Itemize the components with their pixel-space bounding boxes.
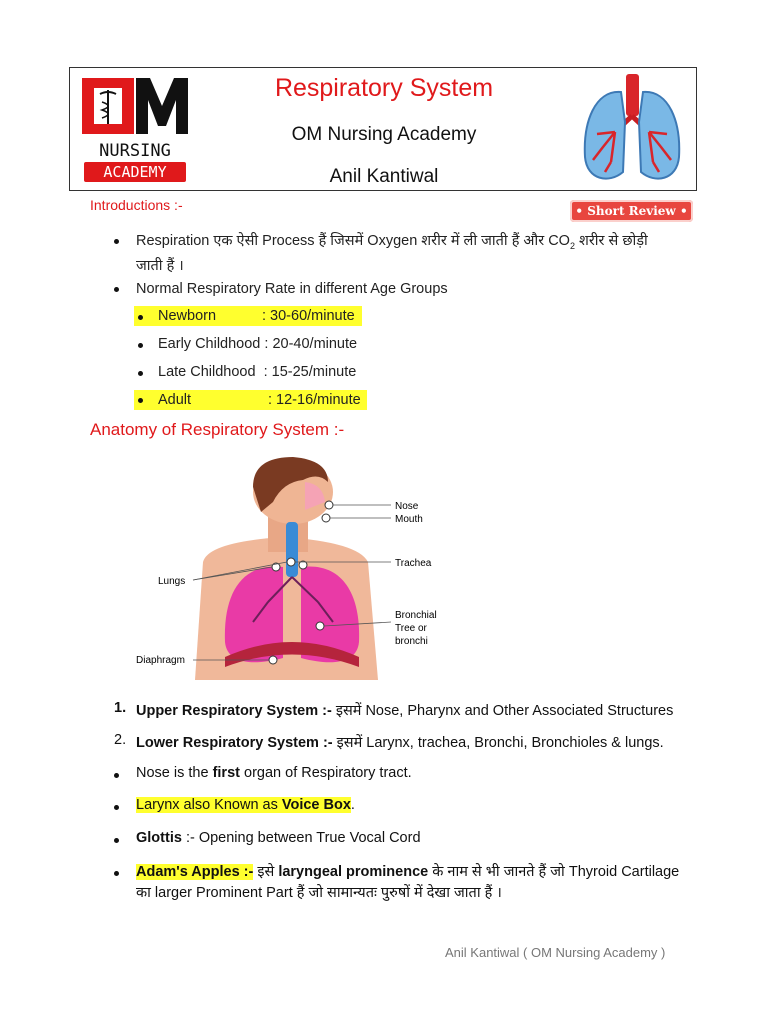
anatomy-heading: Anatomy of Respiratory System :- — [90, 420, 345, 439]
label-diaphragm: Diaphragm — [136, 655, 185, 666]
bullet-icon — [138, 371, 143, 376]
svg-text:ACADEMY: ACADEMY — [103, 163, 167, 181]
point-2-number: 2. — [114, 732, 127, 748]
respiratory-rate-heading: Normal Respiratory Rate in different Age Groups — [136, 281, 448, 297]
nose-point: Nose is the first organ of Respiratory tract. — [136, 765, 412, 781]
adams-apple-point: Adam's Apples :- इसे laryngeal prominence के नाम से भी जानते हैं जो Thyroid Cartilage का larger Prominent Part हैं जो सामान्यतः पुरुषों में देखा जाता हैं । — [136, 864, 680, 901]
rate-late-childhood: Late Childhood : 15-25/minute — [158, 364, 357, 380]
rate-early-childhood: Early Childhood : 20-40/minute — [158, 336, 358, 352]
bullet-icon — [138, 398, 143, 403]
respiration-definition: Respiration एक ऐसी Process हैं जिसमें Oxygen शरीर में ली जाती हैं और $CO_2$ शरीर से छोड़ी जाती हैं । — [136, 233, 648, 274]
short-review-badge: • Short Review • — [570, 200, 693, 222]
label-nose: Nose — [395, 501, 419, 512]
respiratory-anatomy-diagram — [133, 452, 443, 680]
rate-adult: Adult : 12-16/minute — [134, 390, 367, 410]
bullet-icon — [114, 773, 119, 778]
label-bronchial: Bronchial — [395, 610, 437, 621]
glottis-point: Glottis :- Opening between True Vocal Cord — [136, 830, 421, 846]
bullet-icon — [114, 871, 119, 876]
rate-newborn: Newborn : 30-60/minute — [134, 306, 362, 326]
academy-name: OM Nursing Academy — [291, 124, 477, 145]
larynx-point: Larynx also Known as Voice Box. — [136, 797, 355, 813]
bullet-icon — [114, 287, 119, 292]
label-bronchi: bronchi — [395, 636, 428, 647]
point-1-number: 1. — [114, 700, 127, 716]
label-mouth: Mouth — [395, 514, 423, 525]
upper-respiratory-point: Upper Respiratory System :- इसमें Nose, Pharynx and Other Associated Structures — [136, 703, 674, 719]
label-trachea: Trachea — [395, 558, 432, 569]
lungs-icon — [575, 72, 690, 187]
lower-respiratory-point: Lower Respiratory System :- इसमें Larynx, trachea, Bronchi, Bronchioles & lungs. — [136, 735, 664, 751]
bullet-icon — [138, 343, 143, 348]
bullet-icon — [114, 239, 119, 244]
bullet-icon — [138, 315, 143, 320]
author-name: Anil Kantiwal — [329, 166, 439, 187]
label-tree-or: Tree or — [395, 623, 427, 634]
introductions-heading: Introductions :- — [90, 197, 183, 213]
label-lungs: Lungs — [158, 576, 186, 587]
footer-credit: Anil Kantiwal ( OM Nursing Academy ) — [445, 945, 666, 960]
svg-text:NURSING: NURSING — [99, 141, 171, 161]
bullet-icon — [114, 838, 119, 843]
page-title: Respiratory System — [274, 74, 494, 102]
bullet-icon — [114, 805, 119, 810]
